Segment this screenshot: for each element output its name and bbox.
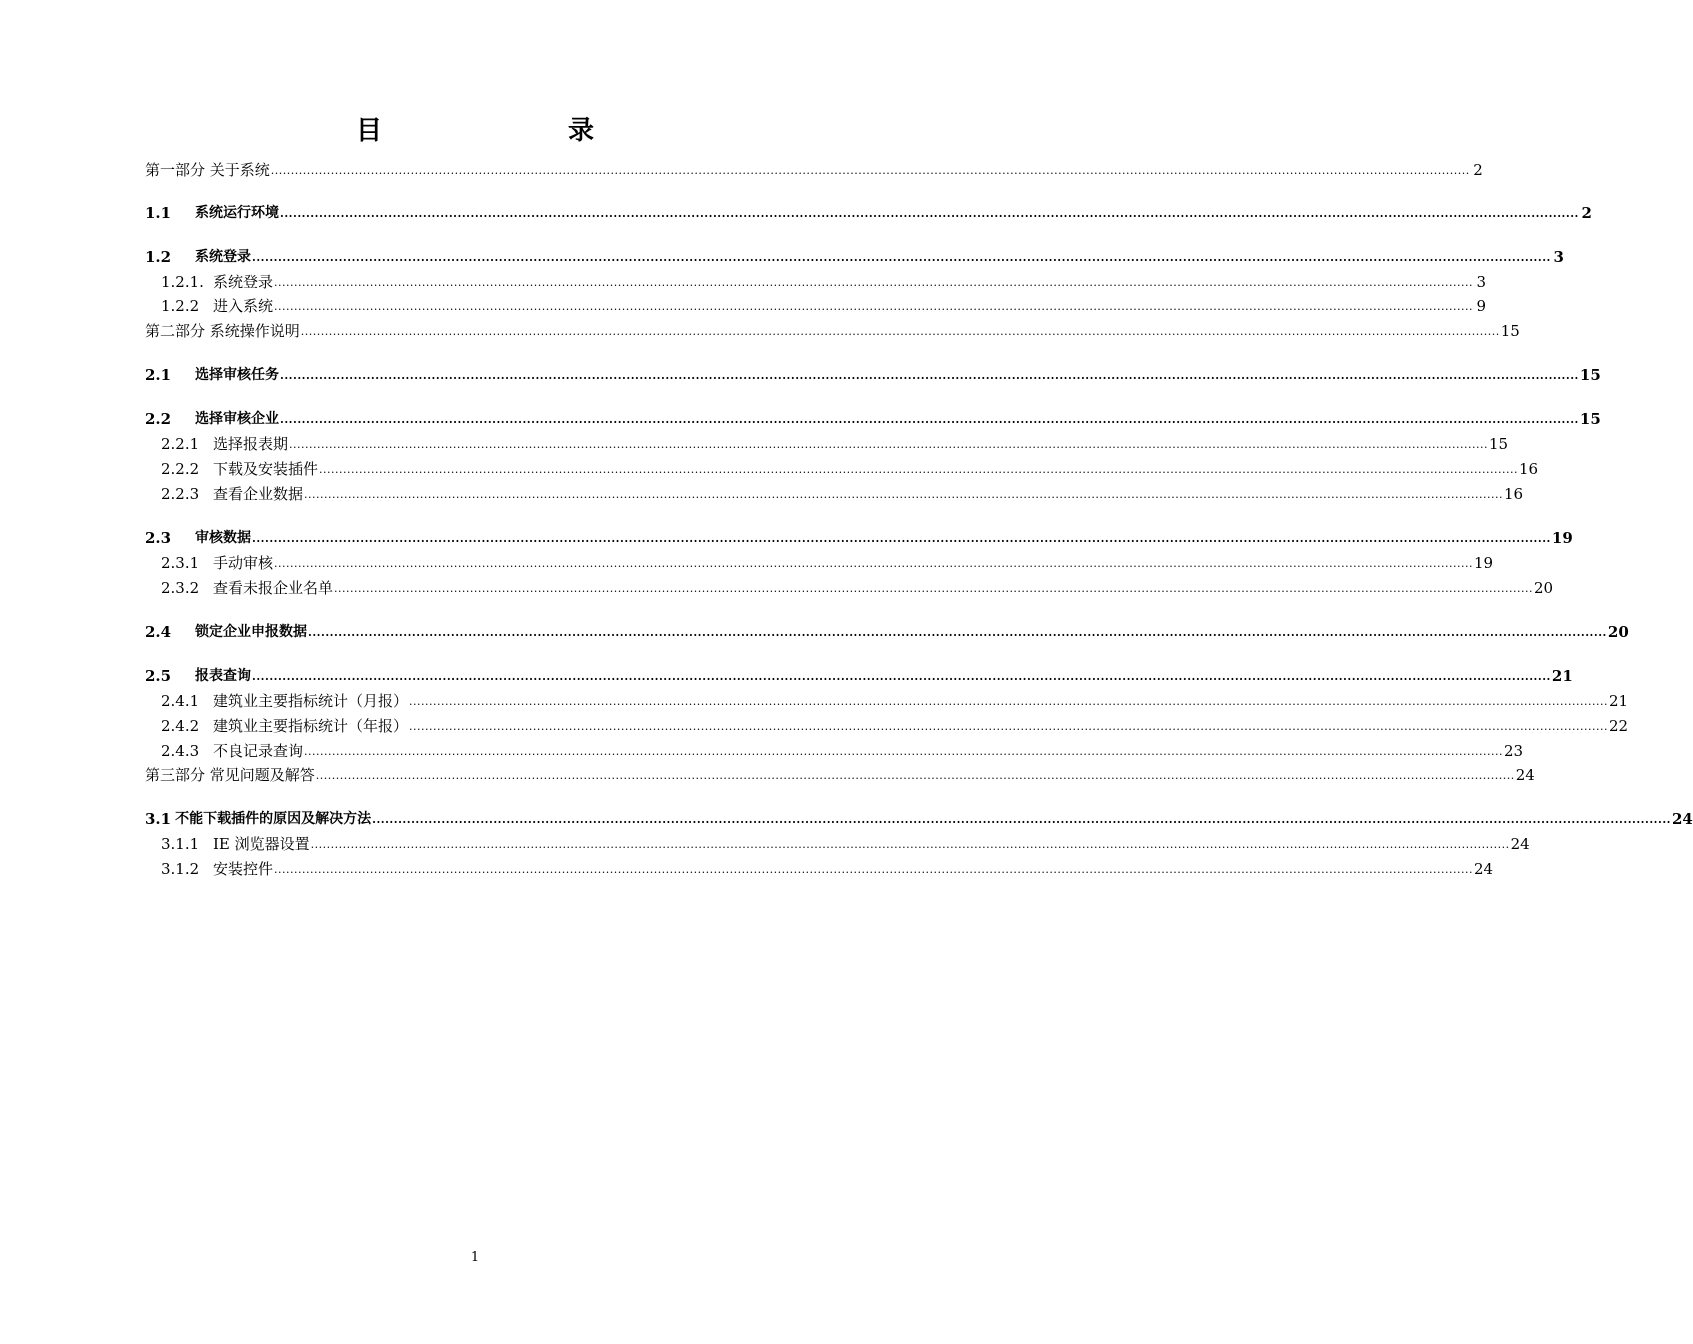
toc-entry-number: 1.2.1. xyxy=(161,273,204,291)
toc-entry-title: 不良记录查询 xyxy=(213,742,304,760)
toc-entry[interactable] xyxy=(145,528,1573,548)
toc-entry-number: 1.1 xyxy=(145,204,172,222)
toc-entry-number: 3.1 xyxy=(145,810,172,828)
toc-entry-number: 2.2 xyxy=(145,410,172,428)
toc-entry-number: 2.3.2 xyxy=(161,579,200,597)
toc-leader-dots: ............................................................................................................................................................................................................................................................................................................ xyxy=(315,769,1515,782)
toc-entry-title: 选择审核任务 xyxy=(195,367,279,383)
toc-leader-dots: ............................................................................................................................................................................................................................................................................................................ xyxy=(409,720,1608,733)
toc-entry[interactable] xyxy=(145,553,1494,573)
toc-entry-page: 16 xyxy=(1504,485,1524,503)
toc-entry-title: 系统登录 xyxy=(195,249,251,265)
toc-leader-dots: ............................................................................................................................................................................................................................................................................................................ xyxy=(270,164,1470,177)
toc-entry-title: 第三部分 常见问题及解答 xyxy=(145,766,315,784)
toc-entry-page: 19 xyxy=(1474,554,1494,572)
toc-entry-page: 2 xyxy=(1473,161,1483,179)
toc-entry[interactable] xyxy=(145,578,1554,598)
toc-leader-dots: ............................................................................................................................................................................................................................................................................................................ xyxy=(274,863,1473,876)
toc-entry-number: 2.3.1 xyxy=(161,554,200,572)
toc-entry-number: 2.5 xyxy=(145,667,172,685)
toc-entry[interactable] xyxy=(145,691,1629,711)
toc-entry-page: 15 xyxy=(1489,435,1509,453)
toc-entry[interactable] xyxy=(145,434,1509,454)
toc-entry-page: 24 xyxy=(1515,766,1535,784)
page-number: 1 xyxy=(470,1250,480,1265)
toc-entry-title: 系统运行环境 xyxy=(195,205,279,221)
toc-entry-number: 3.1.1 xyxy=(161,835,200,853)
toc-leader-dots: ............................................................................................................................................................................................................................................................................................................ xyxy=(280,369,1579,382)
toc-entry[interactable] xyxy=(145,741,1524,761)
toc-entry-page: 15 xyxy=(1579,410,1601,428)
toc-entry-page: 22 xyxy=(1609,717,1629,735)
toc-leader-dots: ............................................................................................................................................................................................................................................................................................................ xyxy=(308,626,1607,639)
toc-entry-number: 2.4.3 xyxy=(161,742,200,760)
toc-entry-number: 2.4 xyxy=(145,623,172,641)
toc-entry[interactable] xyxy=(145,484,1524,504)
toc-leader-dots: ............................................................................................................................................................................................................................................................................................................ xyxy=(274,276,1473,289)
toc-entry[interactable] xyxy=(145,365,1601,385)
toc-entry-title: 建筑业主要指标统计（月报） xyxy=(213,692,409,710)
toc-entry[interactable] xyxy=(145,160,1483,180)
toc-entry-page: 16 xyxy=(1519,460,1539,478)
toc-entry[interactable] xyxy=(145,622,1629,642)
toc-entry-page: 21 xyxy=(1609,692,1629,710)
toc-entry[interactable] xyxy=(145,809,1693,829)
toc-entry[interactable] xyxy=(145,296,1486,316)
toc-entry-page: 2 xyxy=(1581,204,1592,222)
toc-entry-title: 选择审核企业 xyxy=(195,411,279,427)
toc-entry[interactable] xyxy=(145,666,1573,686)
toc-entry[interactable] xyxy=(145,859,1494,879)
toc-entry-title: 手动审核 xyxy=(213,554,274,572)
toc-entry-page: 3 xyxy=(1553,248,1564,266)
toc-entry-title: 进入系统 xyxy=(213,297,274,315)
toc-entry-number: 2.1 xyxy=(145,366,172,384)
toc-entry-title: 建筑业主要指标统计（年报） xyxy=(213,717,409,735)
toc-leader-dots: ............................................................................................................................................................................................................................................................................................................ xyxy=(334,582,1533,595)
toc-entry-title: 不能下载插件的原因及解决方法 xyxy=(175,811,372,827)
toc-entry-page: 15 xyxy=(1579,366,1601,384)
toc-entry-title: 系统登录 xyxy=(213,273,274,291)
toc-entry-number: 1.2 xyxy=(145,248,172,266)
toc-entry[interactable] xyxy=(145,459,1539,479)
toc-entry-page: 21 xyxy=(1551,667,1573,685)
page-title: 目 录 xyxy=(355,116,674,146)
toc-entry[interactable] xyxy=(145,272,1486,292)
toc-entry-page: 24 xyxy=(1672,810,1693,828)
toc-entry-page: 24 xyxy=(1510,835,1530,853)
toc-entry[interactable] xyxy=(145,834,1530,854)
toc-leader-dots: ............................................................................................................................................................................................................................................................................................................ xyxy=(280,207,1579,220)
toc-leader-dots: ............................................................................................................................................................................................................................................................................................................ xyxy=(310,838,1510,851)
toc-leader-dots: ............................................................................................................................................................................................................................................................................................................ xyxy=(372,813,1671,826)
toc-entry-title: 审核数据 xyxy=(195,530,251,546)
toc-entry-page: 15 xyxy=(1500,322,1520,340)
toc-entry-title: 选择报表期 xyxy=(213,435,289,453)
toc-leader-dots: ............................................................................................................................................................................................................................................................................................................ xyxy=(252,670,1551,683)
toc-entry-page: 3 xyxy=(1476,273,1486,291)
toc-entry-title: 下载及安装插件 xyxy=(213,460,319,478)
toc-leader-dots: ............................................................................................................................................................................................................................................................................................................ xyxy=(304,488,1503,501)
toc-leader-dots: ............................................................................................................................................................................................................................................................................................................ xyxy=(300,325,1500,338)
toc-entry-number: 2.2.1 xyxy=(161,435,200,453)
toc-entry-page: 23 xyxy=(1504,742,1524,760)
toc-entry-number: 2.3 xyxy=(145,529,172,547)
toc-entry-page: 20 xyxy=(1534,579,1554,597)
toc-entry[interactable] xyxy=(145,765,1535,785)
toc-entry-title: 第一部分 关于系统 xyxy=(145,161,270,179)
toc-entry[interactable] xyxy=(145,716,1629,736)
toc-leader-dots: ............................................................................................................................................................................................................................................................................................................ xyxy=(319,463,1518,476)
toc-entry-title: 报表查询 xyxy=(195,668,251,684)
toc-entry-number: 2.4.2 xyxy=(161,717,200,735)
toc-leader-dots: ............................................................................................................................................................................................................................................................................................................ xyxy=(289,438,1488,451)
toc-entry[interactable] xyxy=(145,409,1601,429)
toc-entry-number: 2.2.3 xyxy=(161,485,200,503)
toc-entry-page: 19 xyxy=(1551,529,1573,547)
toc-leader-dots: ............................................................................................................................................................................................................................................................................................................ xyxy=(274,557,1473,570)
toc-entry-number: 1.2.2 xyxy=(161,297,200,315)
toc-leader-dots: ............................................................................................................................................................................................................................................................................................................ xyxy=(304,745,1503,758)
toc-entry-page: 24 xyxy=(1474,860,1494,878)
toc-entry-title: IE 浏览器设置 xyxy=(213,835,310,853)
toc-entry-title: 锁定企业申报数据 xyxy=(195,624,307,640)
toc-entry-page: 9 xyxy=(1476,297,1486,315)
toc-entry-title: 第二部分 系统操作说明 xyxy=(145,322,300,340)
toc-entry-title: 安装控件 xyxy=(213,860,274,878)
toc-leader-dots: ............................................................................................................................................................................................................................................................................................................ xyxy=(252,251,1551,264)
toc-entry[interactable] xyxy=(145,321,1520,341)
toc-entry-title: 查看企业数据 xyxy=(213,485,304,503)
toc-leader-dots: ............................................................................................................................................................................................................................................................................................................ xyxy=(274,300,1473,313)
toc-entry-number: 2.4.1 xyxy=(161,692,200,710)
toc-leader-dots: ............................................................................................................................................................................................................................................................................................................ xyxy=(280,413,1579,426)
toc-leader-dots: ............................................................................................................................................................................................................................................................................................................ xyxy=(252,532,1551,545)
toc-entry-number: 3.1.2 xyxy=(161,860,200,878)
toc-leader-dots: ............................................................................................................................................................................................................................................................................................................ xyxy=(409,695,1608,708)
toc-entry[interactable] xyxy=(145,203,1592,223)
toc-entry-number: 2.2.2 xyxy=(161,460,200,478)
toc-entry-title: 查看未报企业名单 xyxy=(213,579,334,597)
toc-entry-page: 20 xyxy=(1607,623,1629,641)
toc-entry[interactable] xyxy=(145,247,1564,267)
